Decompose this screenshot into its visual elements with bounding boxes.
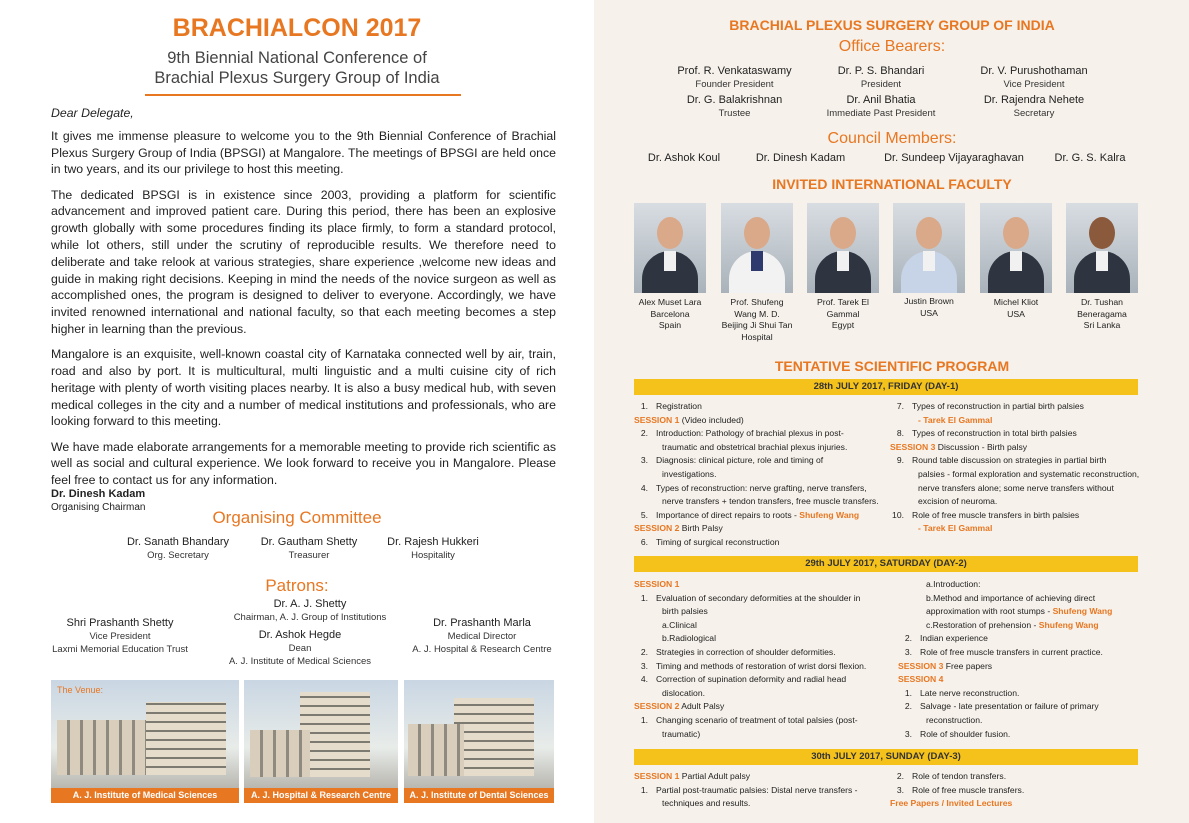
program-text: b.Method and importance of achieving direct xyxy=(926,592,1096,603)
program-item xyxy=(634,646,884,660)
program-text: 3. xyxy=(896,784,904,795)
program-text: 8. xyxy=(896,428,904,439)
program-text: - Tarek El Gammal xyxy=(918,523,993,534)
faculty-portrait xyxy=(807,203,879,293)
session-label xyxy=(634,522,884,536)
program-text: 3. xyxy=(904,646,912,657)
free-papers-label: Free Papers / Invited Lectures xyxy=(890,798,1013,809)
program-text: Round table discussion on strategies in partial birth xyxy=(912,455,1107,466)
program-text: Diagnosis: clinical picture, role and timing of xyxy=(656,455,824,466)
program-text: investigations. xyxy=(662,468,717,479)
program-text: 2. xyxy=(904,633,912,644)
office-bearer: Prof. R. Venkataswamy Founder President xyxy=(677,65,792,90)
program-text: 6. xyxy=(640,536,648,547)
program-text: dislocation. xyxy=(662,687,705,698)
program-item xyxy=(634,427,884,441)
program-text: birth palsies xyxy=(662,606,708,617)
office-bearers-heading: Office Bearers: xyxy=(838,38,946,55)
day-3-right-column xyxy=(890,770,1140,811)
program-text: 2. xyxy=(904,701,912,712)
program-text: Registration xyxy=(656,401,702,411)
office-bearer: Dr. P. S. Bhandari President xyxy=(837,65,925,90)
committee-member: Dr. Gautham Shetty Treasurer xyxy=(260,536,358,561)
program-text: Types of reconstruction in partial birth palsies xyxy=(912,401,1084,411)
faculty-caption: Michel Kliot USA xyxy=(993,297,1039,319)
office-bearer: Dr. Rajendra Nehete Secretary xyxy=(983,94,1085,119)
day-1-left-column xyxy=(634,400,884,550)
program-item xyxy=(890,427,1140,441)
faculty-caption: Justin Brown USA xyxy=(904,296,954,318)
office-bearer: Dr. V. Purushothaman Vice President xyxy=(980,65,1088,90)
program-text: Salvage - late presentation or failure of primary xyxy=(920,701,1099,712)
program-text: Role of shoulder fusion. xyxy=(920,728,1011,739)
program-item xyxy=(634,784,884,798)
signer-role: Organising Chairman xyxy=(51,502,146,513)
program-text: Role of tendon transfers. xyxy=(912,771,1007,781)
program-text: Birth Palsy xyxy=(679,523,723,534)
faculty-portrait xyxy=(1066,203,1138,293)
committee-member: Dr. Sanath Bhandary Org. Secretary xyxy=(126,536,230,561)
program-text: 1. xyxy=(640,714,648,725)
venue-photo-hospital xyxy=(244,680,398,803)
patrons-heading: Patrons: xyxy=(265,576,329,595)
program-text: 3. xyxy=(904,728,912,739)
program-text: Shufeng Wang xyxy=(799,509,860,520)
program-text: Adult Palsy xyxy=(679,701,725,712)
day-2-right-column xyxy=(898,578,1143,741)
program-text: SESSION 1 xyxy=(634,771,680,781)
session-label xyxy=(634,700,884,714)
venue-caption: A. J. Institute of Medical Sciences xyxy=(51,788,239,803)
program-text: 2. xyxy=(896,771,904,781)
program-text: Role of free muscle transfers. xyxy=(912,784,1025,795)
title-divider xyxy=(145,94,461,96)
program-text: Correction of supination deformity and radial head xyxy=(656,674,847,685)
program-text: techniques and results. xyxy=(662,798,751,809)
faculty-caption: Prof. Tarek El Gammal Egypt xyxy=(817,297,869,330)
session-label xyxy=(890,441,1140,455)
venue-label: The Venue: xyxy=(57,685,104,695)
patron: Dr. A. J. Shetty Chairman, A. J. Group of Institutions xyxy=(233,598,387,623)
program-item xyxy=(890,400,1140,414)
program-item xyxy=(634,454,884,468)
conference-subtitle xyxy=(0,48,594,88)
venue-photo-dental-sciences xyxy=(404,680,554,803)
program-text: traumatic and obstetrical brachial plexus injuries. xyxy=(662,441,848,452)
program-text: Introduction: Pathology of brachial plexus in post- xyxy=(656,428,844,439)
program-text: 7. xyxy=(896,401,904,411)
program-text: (Video included) xyxy=(679,414,744,425)
council-member: Dr. Dinesh Kadam xyxy=(755,152,846,164)
faculty-portrait xyxy=(721,203,793,293)
patron: Dr. Ashok Hegde Dean A. J. Institute of Medical Sciences xyxy=(228,629,372,667)
venue-photo-medical-sciences xyxy=(51,680,239,803)
subtitle-line-1: 9th Biennial National Conference of xyxy=(167,49,427,67)
program-text: Late nerve reconstruction. xyxy=(920,687,1020,698)
program-item xyxy=(898,646,1143,660)
council-member: Dr. Ashok Koul xyxy=(647,152,721,164)
group-title: BRACHIAL PLEXUS SURGERY GROUP OF INDIA xyxy=(729,17,1055,33)
program-text: SESSION 2 xyxy=(634,523,680,534)
program-text: Indian experience xyxy=(920,633,988,644)
faculty-portrait xyxy=(980,203,1052,293)
committee-member: Dr. Rajesh Hukkeri Hospitality xyxy=(387,536,479,561)
program-text: 3. xyxy=(640,455,648,466)
program-text: c.Restoration of prehension - xyxy=(926,619,1039,630)
program-text: Types of reconstruction: nerve grafting, nerve transfers, xyxy=(656,482,867,493)
program-text: 4. xyxy=(640,482,648,493)
session-label xyxy=(634,770,884,784)
program-text: Changing scenario of treatment of total palsies (post- xyxy=(656,714,858,725)
program-text: Role of free muscle transfers in birth palsies xyxy=(912,509,1080,520)
program-item xyxy=(898,632,1143,646)
council-member: Dr. G. S. Kalra xyxy=(1054,152,1126,164)
letter-paragraph: It gives me immense pleasure to welcome you to the 9th Biennial Conference of Brachial Plexus Surgery Group of India (BPSGI) at Mangalore. The meetings of BPSGI are held once in two years, and its our privilege to host this meeting. xyxy=(51,128,556,177)
program-heading: TENTATIVE SCIENTIFIC PROGRAM xyxy=(774,358,1010,374)
day-2-bar: 29th JULY 2017, SATURDAY (DAY-2) xyxy=(634,556,1138,572)
program-text: SESSION 3 xyxy=(898,660,944,671)
faculty-caption: Dr. Tushan Beneragama Sri Lanka xyxy=(1077,297,1127,330)
program-item xyxy=(898,687,1143,701)
program-item xyxy=(898,700,1143,714)
program-text: nerve transfers alone; some nerve transfers without xyxy=(918,482,1114,493)
program-text: Role of free muscle transfers in current practice. xyxy=(920,646,1103,657)
faculty-portrait xyxy=(634,203,706,293)
program-text: 1. xyxy=(640,592,648,603)
letter-paragraph: The dedicated BPSGI is in existence since 2003, providing a platform for scientific advancement and improved patient care. During this period, there has been an explosive growth globally with some procedures finding its place firmly, to form a standard protocol, while lot others, still under the scrutiny of reproducible results. We therefore need to deliberate and take relook at various strategies, share experience ,welcome new ideas and guide in making right decisions. Keeping in mind the needs of the novice surgeon as well as accomplished ones, the program is designed to deliver to everyone. Accordingly, we have invited renowned international and national faculty, so that each meeting becomes a step higher in learning than the previous. xyxy=(51,187,556,336)
program-text: 5. xyxy=(640,509,648,520)
program-text: Partial Adult palsy xyxy=(679,771,751,781)
program-text: 1. xyxy=(640,784,648,795)
welcome-letter xyxy=(51,105,556,497)
day-3-left-column xyxy=(634,770,884,811)
program-text: Timing of surgical reconstruction xyxy=(656,536,780,547)
conference-title: BRACHIALCON 2017 xyxy=(172,14,422,42)
program-text: Shufeng Wang xyxy=(1052,606,1113,617)
program-text: excision of neuroma. xyxy=(918,496,998,507)
day-2-left-column xyxy=(634,578,884,741)
program-text xyxy=(898,619,1143,633)
subtitle-line-2: Brachial Plexus Surgery Group of India xyxy=(154,69,440,87)
program-text: b.Radiological xyxy=(662,633,716,644)
program-text: 1. xyxy=(640,401,648,411)
faculty-portrait xyxy=(893,203,965,293)
signer-name: Dr. Dinesh Kadam xyxy=(51,488,146,500)
office-bearer: Dr. Anil Bhatia Immediate Past President xyxy=(826,94,936,119)
program-text: Free papers xyxy=(943,660,993,671)
program-text: - Tarek El Gammal xyxy=(918,414,993,425)
program-text xyxy=(898,605,1143,619)
faculty-caption: Prof. Shufeng Wang M. D. Beijing Ji Shui Tan Hospital xyxy=(721,297,793,342)
program-text: SESSION 2 xyxy=(634,701,680,712)
council-members-heading: Council Members: xyxy=(827,130,957,147)
program-text: nerve transfers + tendon transfers, free muscle transfers. xyxy=(662,496,879,507)
program-text: a.Clinical xyxy=(662,619,697,630)
program-item xyxy=(890,784,1140,798)
session-label xyxy=(898,673,1143,687)
faculty-heading: INVITED INTERNATIONAL FACULTY xyxy=(772,176,1012,192)
day-1-bar: 28th JULY 2017, FRIDAY (DAY-1) xyxy=(634,379,1138,395)
program-item xyxy=(634,482,884,496)
program-text: a.Introduction: xyxy=(926,579,981,589)
program-item xyxy=(634,536,884,550)
session-label xyxy=(898,660,1143,674)
council-member: Dr. Sundeep Vijayaraghavan xyxy=(884,152,1024,164)
program-text: Importance of direct repairs to roots - xyxy=(656,509,800,520)
program-text: Partial post-traumatic palsies: Distal nerve transfers - xyxy=(656,784,858,795)
program-text: approximation with root stumps - xyxy=(926,606,1053,617)
venue-caption: A. J. Institute of Dental Sciences xyxy=(404,788,554,803)
program-text: SESSION 1 xyxy=(634,579,680,589)
organising-committee-heading: Organising Committee xyxy=(212,508,382,527)
program-text: Timing and methods of restoration of wrist dorsi flexion. xyxy=(656,660,867,671)
program-item xyxy=(890,770,1140,784)
program-text: reconstruction. xyxy=(926,714,983,725)
program-text: 1. xyxy=(904,687,912,698)
program-text: palsies - formal exploration and systematic reconstruction, xyxy=(918,468,1140,479)
program-item xyxy=(890,509,1140,523)
patron: Dr. Prashanth Marla Medical Director A. J. Hospital & Research Centre xyxy=(412,617,552,655)
program-item xyxy=(634,673,884,687)
office-bearer: Dr. G. Balakrishnan Trustee xyxy=(686,94,783,119)
session-label xyxy=(634,578,884,592)
program-text: Evaluation of secondary deformities at the shoulder in xyxy=(656,592,861,603)
day-1-right-column xyxy=(890,400,1140,536)
program-text: 3. xyxy=(640,660,648,671)
day-3-bar: 30th JULY 2017, SUNDAY (DAY-3) xyxy=(634,749,1138,765)
program-item xyxy=(634,660,884,674)
venue-caption: A. J. Hospital & Research Centre xyxy=(244,788,398,803)
letter-paragraph: Mangalore is an exquisite, well-known coastal city of Karnataka connected well by air, train, road and also by port. It is multicultural, multi linguistic and a multi cuisine city of rich heritage with plenty of worth visiting places nearby. It is also a busy medical hub, with seven medical colleges in the city and a number of medical institutions and professionals, who are looking forward to this meeting. xyxy=(51,347,556,429)
letter-paragraph: We have made elaborate arrangements for a memorable meeting to provide rich scientific as well as social and cultural experience. We look forward to receive you in Mangalore. Please feel free to contact us for any information. xyxy=(51,439,556,488)
program-text: Strategies in correction of shoulder deformities. xyxy=(656,646,836,657)
program-item xyxy=(634,400,884,414)
program-item xyxy=(634,509,884,523)
program-text: Shufeng Wang xyxy=(1038,619,1099,630)
program-text: SESSION 4 xyxy=(898,674,944,685)
program-item xyxy=(634,714,884,728)
faculty-caption: Alex Muset Lara Barcelona Spain xyxy=(638,297,702,330)
program-item xyxy=(898,728,1143,742)
program-item xyxy=(634,592,884,606)
program-text: Discussion - Birth palsy xyxy=(935,441,1028,452)
session-label xyxy=(634,414,884,428)
program-text: SESSION 1 xyxy=(634,414,680,425)
salutation: Dear Delegate, xyxy=(51,106,134,120)
patron: Shri Prashanth Shetty Vice President Laxmi Memorial Education Trust xyxy=(52,617,188,655)
program-text: SESSION 3 xyxy=(890,441,936,452)
program-text: Types of reconstruction in total birth palsies xyxy=(912,428,1077,439)
program-text: 10. xyxy=(892,509,904,520)
program-item xyxy=(890,454,1140,468)
program-text: 2. xyxy=(640,428,648,439)
program-text: 2. xyxy=(640,646,648,657)
program-text: 9. xyxy=(896,455,904,466)
program-text: 4. xyxy=(640,674,648,685)
program-text: traumatic) xyxy=(662,728,701,739)
